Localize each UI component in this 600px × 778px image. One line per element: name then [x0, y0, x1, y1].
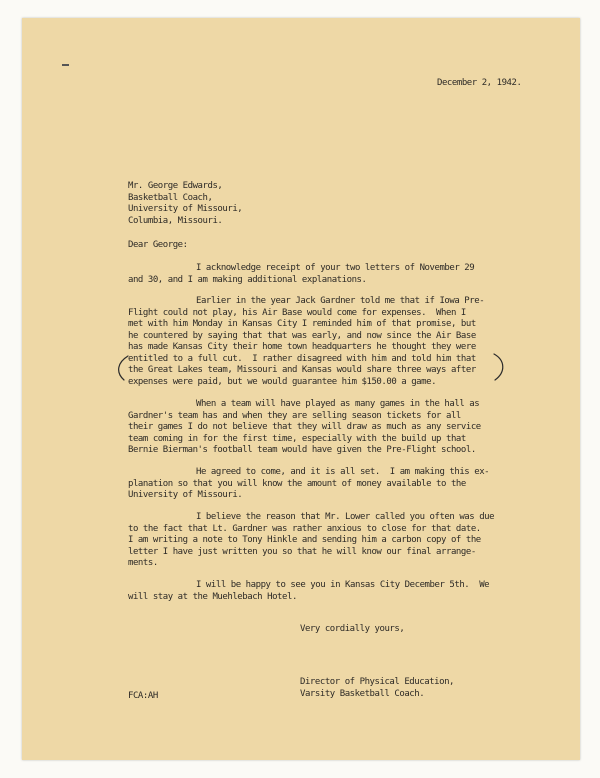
body-line: entitled to a full cut. I rather disagreed with him and told him that — [128, 353, 476, 364]
body-line: and 30, and I am making additional explanations. — [128, 274, 367, 285]
body-line: I am writing a note to Tony Hinkle and sending him a carbon copy of the — [128, 535, 481, 545]
typist-initials: FCA:AH — [128, 691, 158, 701]
body-line: their games I do not believe that they will draw as much as any service — [128, 422, 481, 432]
body-line: the Great Lakes team, Missouri and Kansas would share three ways after — [128, 365, 476, 375]
recipient-line: Basketball Coach, — [128, 192, 213, 203]
right-bracket-mark — [494, 354, 503, 380]
body-line: Bernie Bierman's football team would have given the Pre-Flight school. — [128, 445, 476, 455]
body-line: He agreed to come, and it is all set. I am making this ex- — [196, 467, 490, 477]
recipient-line: Mr. George Edwards, — [128, 181, 223, 191]
body-line: I will be happy to see you in Kansas City December 5th. We — [196, 580, 490, 590]
signature-line: Director of Physical Education, — [300, 677, 455, 687]
body-line: has made Kansas City their home town headquarters he thought they were — [128, 342, 476, 352]
body-line: I believe the reason that Mr. Lower called you often was due — [196, 512, 495, 522]
body-line: When a team will have played as many games in the hall as — [196, 399, 480, 409]
body-line: I acknowledge receipt of your two letters of November 29 — [196, 263, 475, 273]
body-line: he countered by saying that that was early, and now since the Air Base — [128, 330, 476, 341]
signature-line: Varsity Basketball Coach. — [300, 688, 425, 699]
body-line: met with him Monday in Kansas City I reminded him of that promise, but — [128, 319, 476, 329]
left-bracket-mark — [119, 356, 128, 380]
body-line: planation so that you will know the amount of money available to the — [128, 478, 466, 489]
closing: Very cordially yours, — [300, 624, 405, 634]
body-line: University of Missouri. — [128, 490, 243, 500]
body-line: will stay at the Muehlebach Hotel. — [128, 591, 297, 602]
body-line: ments. — [128, 558, 158, 568]
body-line: Earlier in the year Jack Gardner told me that if Iowa Pre- — [196, 296, 485, 306]
body-line: Gardner's team has and when they are selling season tickets for all — [128, 410, 461, 421]
body-line: Flight could not play, his Air Base would come for expenses. When I — [128, 307, 466, 318]
body-line: expenses were paid, but we would guarantee him $150.00 a game. — [128, 376, 437, 387]
body-line: letter I have just written you so that he will know our final arrange- — [128, 546, 476, 557]
letter-date: December 2, 1942. — [437, 78, 522, 88]
recipient-line: University of Missouri, — [128, 204, 243, 214]
salutation: Dear George: — [128, 240, 188, 250]
body-line: team coming in for the first time, especially with the build up that — [128, 433, 466, 444]
recipient-line: Columbia, Missouri. — [128, 215, 223, 226]
body-line: to the fact that Lt. Gardner was rather anxious to close for that date. — [128, 523, 481, 534]
